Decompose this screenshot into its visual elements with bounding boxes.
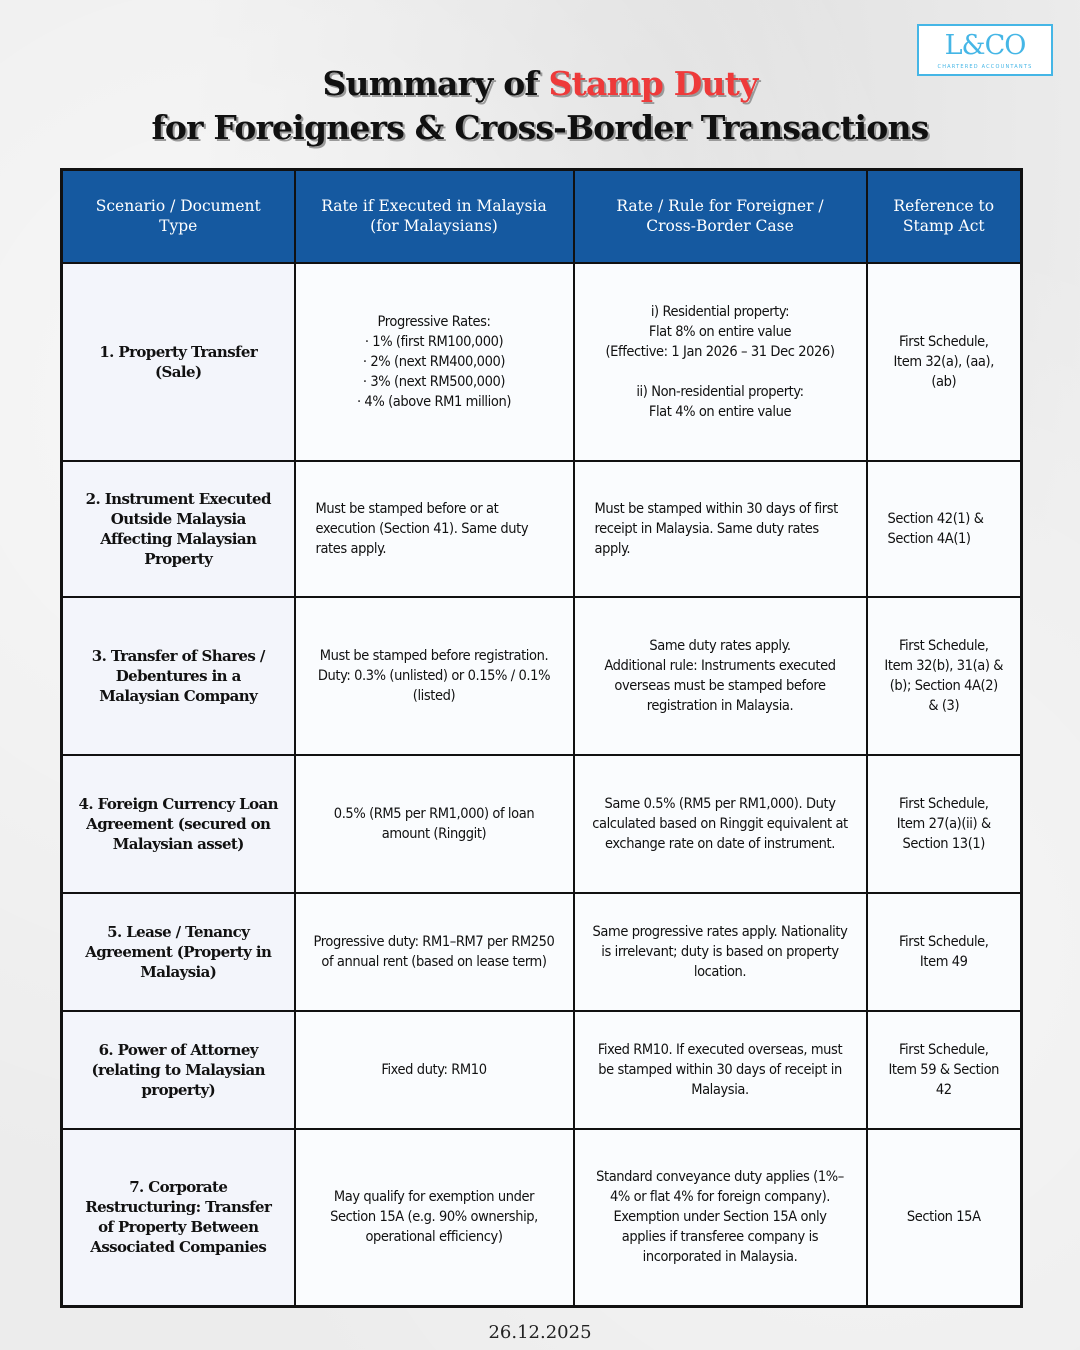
column-header-reference: Reference to Stamp Act	[867, 170, 1022, 263]
reference-cell: First Schedule, Item 32(b), 31(a) & (b); Section 4A(2) & (3)	[867, 597, 1022, 755]
reference-cell: First Schedule, Item 59 & Section 42	[867, 1011, 1022, 1129]
table-row	[62, 461, 1022, 597]
reference-cell: First Schedule, Item 27(a)(ii) & Section 13(1)	[867, 755, 1022, 893]
malaysian-rate-cell: 0.5% (RM5 per RM1,000) of loan amount (Ringgit)	[295, 755, 574, 893]
column-header-malaysian-rate: Rate if Executed in Malaysia (for Malaysians)	[295, 170, 574, 263]
table-row	[62, 597, 1022, 755]
column-header-foreigner-rule: Rate / Rule for Foreigner / Cross-Border Case	[574, 170, 867, 263]
column-header-scenario: Scenario / Document Type	[62, 170, 295, 263]
malaysian-rate-cell: Fixed duty: RM10	[295, 1011, 574, 1129]
scenario-cell: 5. Lease / Tenancy Agreement (Property in Malaysia)	[62, 893, 295, 1011]
stamp-duty-table	[60, 168, 1023, 1308]
title-prefix: Summary of	[322, 64, 549, 103]
table-row	[62, 263, 1022, 461]
malaysian-rate-cell: Progressive Rates: · 1% (first RM100,000) · 2% (next RM400,000) · 3% (next RM500,000) · 4% (above RM1 million)	[295, 263, 574, 461]
publish-date: 26.12.2025	[488, 1322, 592, 1343]
foreigner-rule-cell: Same 0.5% (RM5 per RM1,000). Duty calculated based on Ringgit equivalent at exchange rate on date of instrument.	[574, 755, 867, 893]
table-row	[62, 893, 1022, 1011]
title-line-2: for Foreigners & Cross-Border Transactions	[151, 108, 929, 147]
foreigner-rule-cell: Same duty rates apply. Additional rule: Instruments executed overseas must be stamped before registration in Malaysia.	[574, 597, 867, 755]
foreigner-rule-cell: i) Residential property: Flat 8% on entire value (Effective: 1 Jan 2026 – 31 Dec 2026) ii) Non-residential property: Flat 4% on entire value	[574, 263, 867, 461]
foreigner-rule-cell: Must be stamped within 30 days of first receipt in Malaysia. Same duty rates apply.	[574, 461, 867, 597]
table-header-row	[62, 170, 1022, 263]
scenario-cell: 4. Foreign Currency Loan Agreement (secured on Malaysian asset)	[62, 755, 295, 893]
table-row	[62, 1129, 1022, 1307]
foreigner-rule-cell: Same progressive rates apply. Nationality is irrelevant; duty is based on property location.	[574, 893, 867, 1011]
foreigner-rule-cell: Fixed RM10. If executed overseas, must be stamped within 30 days of receipt in Malaysia.	[574, 1011, 867, 1129]
scenario-cell: 7. Corporate Restructuring: Transfer of Property Between Associated Companies	[62, 1129, 295, 1307]
malaysian-rate-cell: Progressive duty: RM1–RM7 per RM250 of annual rent (based on lease term)	[295, 893, 574, 1011]
reference-cell: First Schedule, Item 49	[867, 893, 1022, 1011]
scenario-cell: 3. Transfer of Shares / Debentures in a Malaysian Company	[62, 597, 295, 755]
page-title	[0, 62, 1080, 150]
logo-tagline: CHARTERED ACCOUNTANTS	[937, 64, 1033, 70]
title-line-1	[0, 62, 1080, 106]
scenario-cell: 1. Property Transfer (Sale)	[62, 263, 295, 461]
table-row	[62, 1011, 1022, 1129]
malaysian-rate-cell: May qualify for exemption under Section 15A (e.g. 90% ownership, operational efficiency)	[295, 1129, 574, 1307]
table-row	[62, 755, 1022, 893]
logo-brand: L&CO	[944, 30, 1026, 61]
foreigner-rule-cell: Standard conveyance duty applies (1%–4% or flat 4% for foreign company). Exemption under Section 15A only applies if transferee company is incorporated in Malaysia.	[574, 1129, 867, 1307]
title-accent: Stamp Duty	[548, 64, 758, 103]
scenario-cell: 6. Power of Attorney (relating to Malaysian property)	[62, 1011, 295, 1129]
reference-cell: First Schedule, Item 32(a), (aa), (ab)	[867, 263, 1022, 461]
reference-cell: Section 15A	[867, 1129, 1022, 1307]
reference-cell: Section 42(1) & Section 4A(1)	[867, 461, 1022, 597]
malaysian-rate-cell: Must be stamped before registration. Duty: 0.3% (unlisted) or 0.15% / 0.1% (listed)	[295, 597, 574, 755]
scenario-cell: 2. Instrument Executed Outside Malaysia Affecting Malaysian Property	[62, 461, 295, 597]
malaysian-rate-cell: Must be stamped before or at execution (Section 41). Same duty rates apply.	[295, 461, 574, 597]
